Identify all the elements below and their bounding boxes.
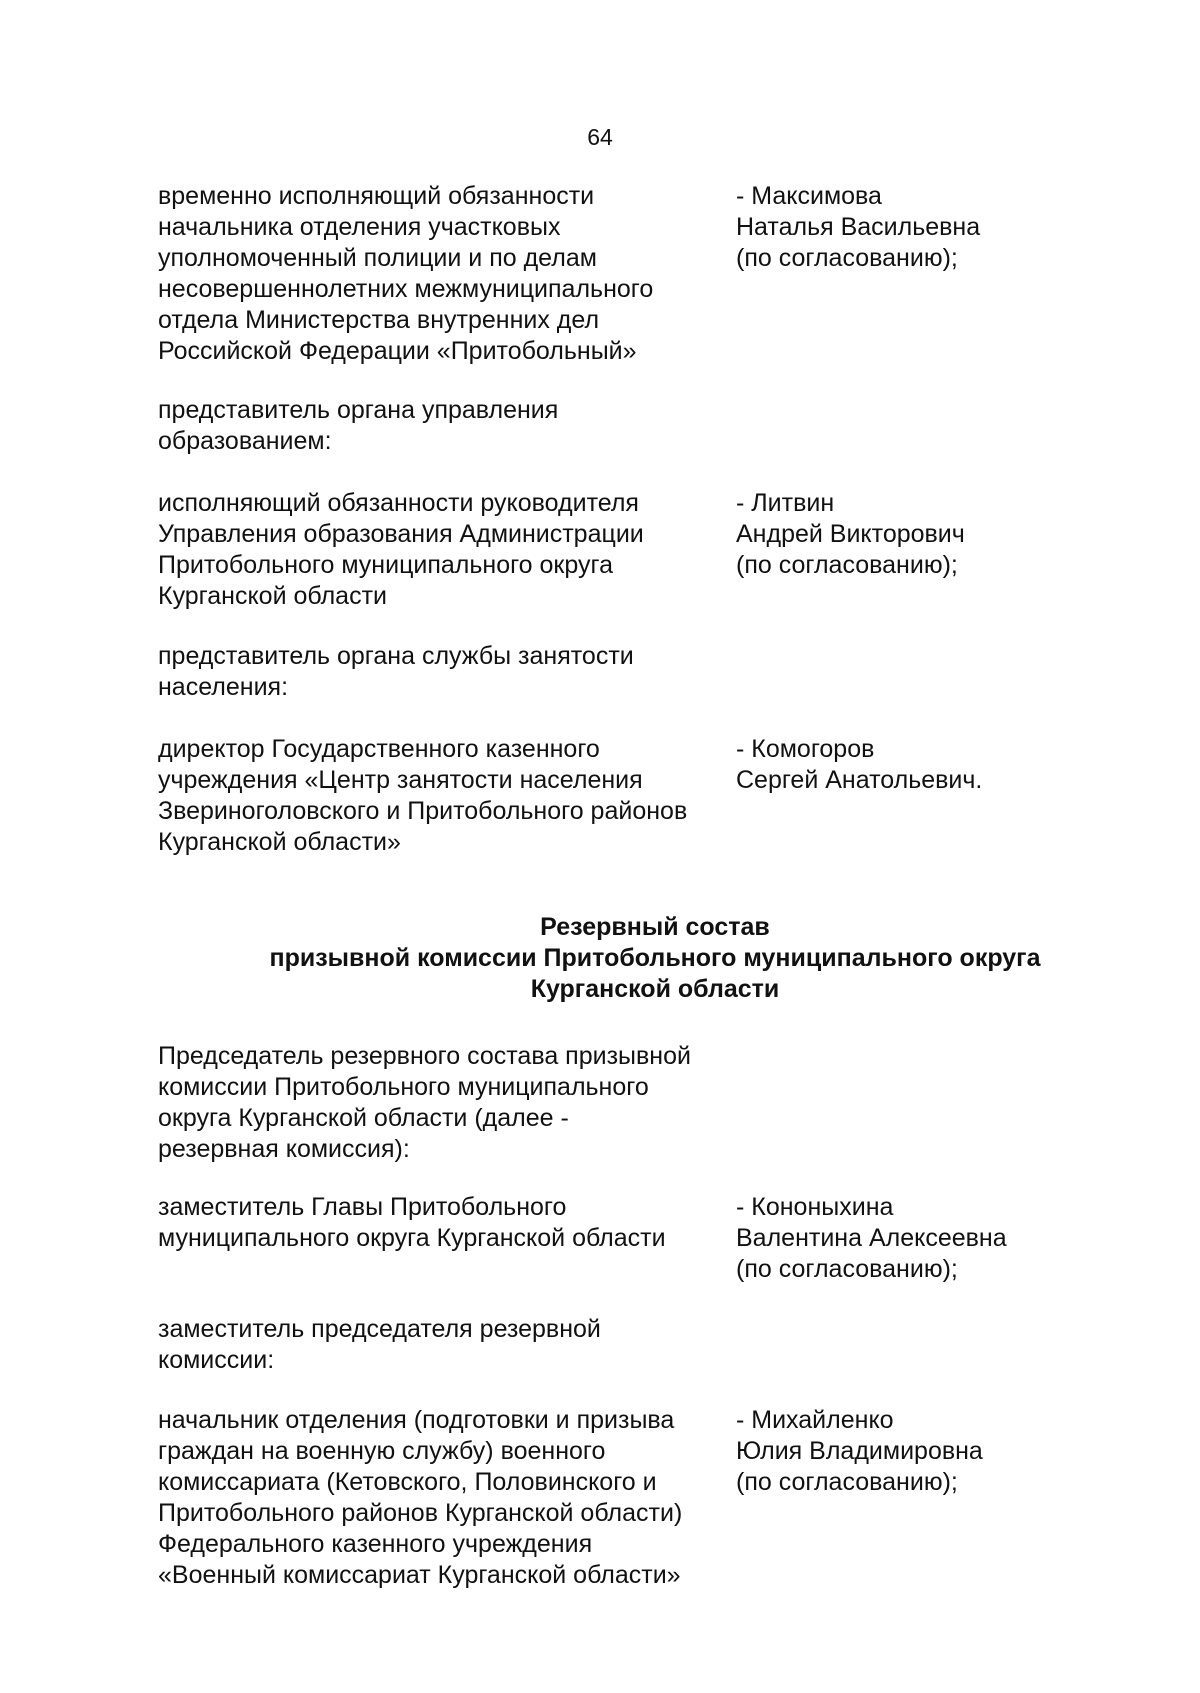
position-line: начальника отделения участковых [158, 213, 561, 241]
label-line: резервная комиссия): [158, 1135, 410, 1163]
label-line: представитель органа управления [158, 396, 559, 424]
label-line: образованием: [158, 427, 332, 455]
name-line: - Максимова [736, 182, 882, 210]
name-line: - Кононыхина [736, 1193, 894, 1221]
employment-representative-label [158, 641, 1158, 703]
member-name [736, 1405, 1066, 1498]
reserve-deputy-label [158, 1314, 1158, 1376]
name-line: (по согласованию); [736, 1255, 958, 1283]
member-name [736, 734, 1066, 796]
label-line: округа Курганской области (далее - [158, 1104, 569, 1132]
member-name [736, 181, 1066, 274]
name-line: - Комогоров [736, 735, 875, 763]
position-line: учреждения «Центр занятости населения [158, 766, 643, 794]
position-line: несовершеннолетних межмуниципального [158, 275, 654, 303]
position-line: Курганской области [158, 582, 388, 610]
name-line: Валентина Алексеевна [736, 1224, 1007, 1252]
name-line: Андрей Викторович [736, 520, 965, 548]
reserve-composition-heading [250, 912, 1060, 1005]
heading-line: Резервный состав [540, 913, 770, 941]
position-line: временно исполняющий обязанности [158, 182, 595, 210]
member-name [736, 1192, 1066, 1285]
position-line: директор Государственного казенного [158, 735, 600, 763]
label-line: представитель органа службы занятости [158, 642, 634, 670]
member-position [158, 734, 723, 858]
position-line: уполномоченный полиции и по делам [158, 244, 597, 272]
position-line: начальник отделения (подготовки и призыва [158, 1406, 675, 1434]
name-line: Сергей Анатольевич. [736, 766, 983, 794]
position-line: «Военный комиссариат Курганской области» [158, 1561, 681, 1589]
member-position [158, 181, 723, 367]
name-line: (по согласованию); [736, 551, 958, 579]
name-line: (по согласованию); [736, 1468, 958, 1496]
name-line: Наталья Васильевна [736, 213, 981, 241]
label-line: Председатель резервного состава призывной [158, 1042, 691, 1070]
member-position [158, 1405, 723, 1591]
label-line: комиссии: [158, 1346, 275, 1374]
name-line: (по согласованию); [736, 244, 958, 272]
reserve-chair-label [158, 1041, 1158, 1165]
heading-line: призывной комиссии Притобольного муниципального округа [269, 944, 1041, 972]
position-line: Российской Федерации «Притобольный» [158, 337, 637, 365]
position-line: Федерального казенного учреждения [158, 1530, 593, 1558]
education-representative-label [158, 395, 1158, 457]
label-line: населения: [158, 673, 289, 701]
position-line: Притобольного муниципального округа [158, 551, 613, 579]
name-line: Юлия Владимировна [736, 1437, 983, 1465]
heading-line: Курганской области [530, 975, 780, 1003]
position-line: исполняющий обязанности руководителя [158, 489, 639, 517]
member-name [736, 488, 1066, 581]
name-line: - Литвин [736, 489, 835, 517]
position-line: граждан на военную службу) военного [158, 1437, 606, 1465]
position-line: Курганской области» [158, 828, 401, 856]
position-line: муниципального округа Курганской области [158, 1224, 666, 1252]
member-position [158, 488, 723, 612]
position-line: Звериноголовского и Притобольного районов [158, 797, 688, 825]
label-line: заместитель председателя резервной [158, 1315, 601, 1343]
member-position [158, 1192, 723, 1254]
page-number: 64 [587, 124, 613, 150]
label-line: комиссии Притобольного муниципального [158, 1073, 649, 1101]
position-line: заместитель Главы Притобольного [158, 1193, 567, 1221]
position-line: Притобольного районов Курганской области) [158, 1499, 683, 1527]
name-line: - Михайленко [736, 1406, 894, 1434]
position-line: комиссариата (Кетовского, Половинского и [158, 1468, 657, 1496]
position-line: отдела Министерства внутренних дел [158, 306, 600, 334]
position-line: Управления образования Администрации [158, 520, 644, 548]
